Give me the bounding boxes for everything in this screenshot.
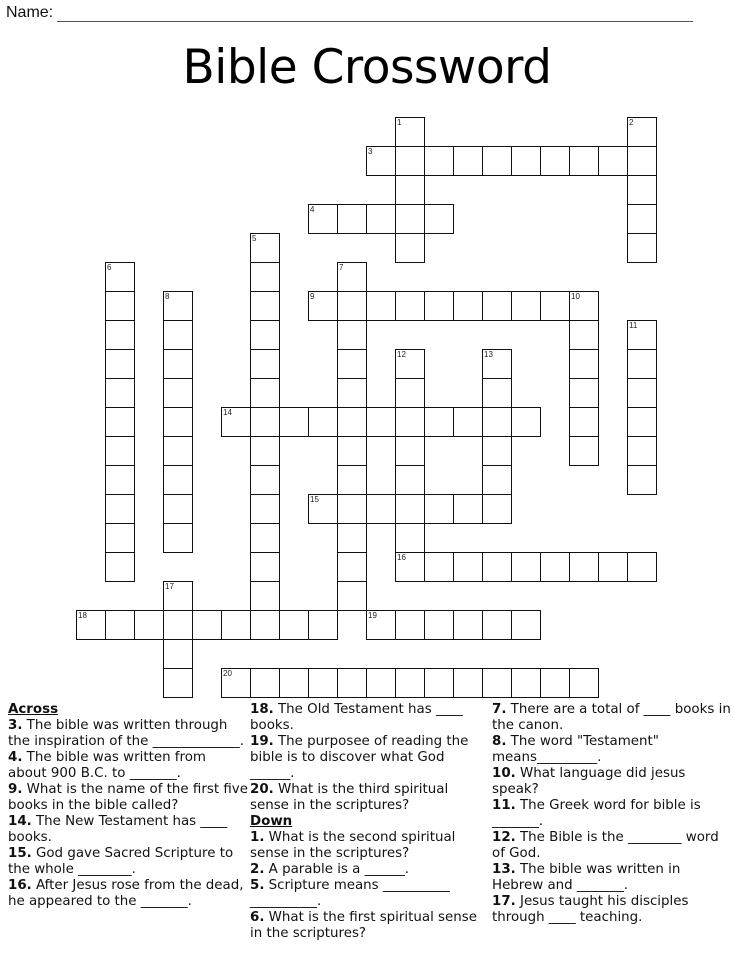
grid-cell[interactable]	[105, 291, 135, 321]
grid-cell[interactable]	[569, 407, 599, 437]
grid-cell[interactable]	[511, 146, 541, 176]
grid-cell[interactable]	[163, 436, 193, 466]
grid-cell[interactable]	[308, 668, 338, 698]
grid-cell[interactable]	[482, 291, 512, 321]
grid-cell[interactable]	[627, 407, 657, 437]
clue-down-11: 11. The Greek word for bible is _______.	[492, 798, 701, 829]
grid-cell[interactable]	[337, 436, 367, 466]
grid-cell[interactable]	[569, 436, 599, 466]
grid-cell[interactable]	[105, 610, 135, 640]
grid-cell[interactable]	[279, 407, 309, 437]
grid-cell[interactable]	[366, 146, 396, 176]
grid-cell[interactable]	[163, 610, 193, 640]
clue-down-5: 5. Scripture means __________ __________.	[250, 878, 450, 909]
grid-cell[interactable]	[221, 407, 251, 437]
grid-cell[interactable]	[105, 552, 135, 582]
grid-cell[interactable]	[482, 552, 512, 582]
grid-cell[interactable]	[627, 465, 657, 495]
clue-number: 5	[252, 234, 257, 243]
grid-cell[interactable]	[163, 378, 193, 408]
clue-across-9: 9. What is the name of the first five books in the bible called?	[8, 782, 248, 813]
grid-cell[interactable]	[308, 494, 338, 524]
clue-number: 17	[165, 582, 174, 591]
grid-cell[interactable]	[250, 436, 280, 466]
grid-cell[interactable]	[366, 407, 396, 437]
grid-cell[interactable]	[395, 233, 425, 263]
grid-cell[interactable]	[482, 146, 512, 176]
grid-cell[interactable]	[250, 581, 280, 611]
grid-cell[interactable]	[395, 175, 425, 205]
grid-cell[interactable]	[424, 552, 454, 582]
grid-cell[interactable]	[424, 494, 454, 524]
grid-cell[interactable]	[627, 175, 657, 205]
clue-across-16: 16. After Jesus rose from the dead, he appeared to the _______.	[8, 878, 244, 909]
grid-cell[interactable]	[221, 668, 251, 698]
grid-cell[interactable]	[337, 320, 367, 350]
clue-down-13: 13. The bible was written in Hebrew and _______.	[492, 862, 681, 893]
clue-across-18: 18. The Old Testament has ____ books.	[250, 702, 463, 733]
grid-cell[interactable]	[569, 320, 599, 350]
clue-down-6: 6. What is the first spiritual sense in the scriptures?	[250, 910, 477, 941]
grid-cell[interactable]	[482, 494, 512, 524]
grid-cell[interactable]	[511, 291, 541, 321]
clue-number: 14	[223, 408, 232, 417]
grid-cell[interactable]	[163, 639, 193, 669]
clues-column-3	[492, 702, 732, 926]
grid-cell[interactable]	[163, 581, 193, 611]
grid-cell[interactable]	[250, 349, 280, 379]
grid-cell[interactable]	[540, 291, 570, 321]
grid-cell[interactable]	[395, 349, 425, 379]
grid-cell[interactable]	[250, 291, 280, 321]
clue-number: 9	[310, 292, 315, 301]
grid-cell[interactable]	[540, 668, 570, 698]
clue-number: 1	[397, 118, 402, 127]
grid-cell[interactable]	[366, 494, 396, 524]
grid-cell[interactable]	[569, 146, 599, 176]
grid-cell[interactable]	[163, 523, 193, 553]
grid-cell[interactable]	[250, 552, 280, 582]
grid-cell[interactable]	[395, 146, 425, 176]
grid-cell[interactable]	[250, 233, 280, 263]
grid-cell[interactable]	[221, 610, 251, 640]
clues-column-2	[250, 702, 490, 942]
grid-cell[interactable]	[598, 552, 628, 582]
grid-cell[interactable]	[453, 610, 483, 640]
grid-cell[interactable]	[627, 552, 657, 582]
grid-cell[interactable]	[627, 204, 657, 234]
grid-cell[interactable]	[337, 552, 367, 582]
clue-number: 8	[165, 292, 170, 301]
grid-cell[interactable]	[366, 291, 396, 321]
grid-cell[interactable]	[308, 291, 338, 321]
grid-cell[interactable]	[395, 204, 425, 234]
grid-cell[interactable]	[105, 378, 135, 408]
grid-cell[interactable]	[424, 146, 454, 176]
grid-cell[interactable]	[627, 349, 657, 379]
grid-cell[interactable]	[569, 552, 599, 582]
grid-cell[interactable]	[482, 436, 512, 466]
grid-cell[interactable]	[163, 465, 193, 495]
grid-cell[interactable]	[366, 204, 396, 234]
clue-number: 2	[629, 118, 634, 127]
grid-cell[interactable]	[250, 320, 280, 350]
grid-cell[interactable]	[337, 407, 367, 437]
grid-cell[interactable]	[163, 320, 193, 350]
grid-cell[interactable]	[424, 610, 454, 640]
grid-cell[interactable]	[279, 610, 309, 640]
grid-cell[interactable]	[627, 233, 657, 263]
grid-cell[interactable]	[453, 407, 483, 437]
grid-cell[interactable]	[395, 552, 425, 582]
grid-cell[interactable]	[105, 349, 135, 379]
clue-number: 20	[223, 669, 232, 678]
grid-cell[interactable]	[482, 349, 512, 379]
grid-cell[interactable]	[105, 465, 135, 495]
grid-cell[interactable]	[163, 349, 193, 379]
grid-cell[interactable]	[337, 668, 367, 698]
clue-number: 16	[397, 553, 406, 562]
grid-cell[interactable]	[308, 407, 338, 437]
grid-cell[interactable]	[424, 407, 454, 437]
grid-cell[interactable]	[540, 146, 570, 176]
clue-down-10: 10. What language did jesus speak?	[492, 766, 686, 797]
grid-cell[interactable]	[424, 291, 454, 321]
clue-number: 19	[368, 611, 377, 620]
clue-number: 12	[397, 350, 406, 359]
grid-cell[interactable]	[482, 407, 512, 437]
grid-cell[interactable]	[250, 668, 280, 698]
grid-cell[interactable]	[76, 610, 106, 640]
grid-cell[interactable]	[482, 465, 512, 495]
grid-cell[interactable]	[279, 668, 309, 698]
clue-down-7: 7. There are a total of ____ books in the canon.	[492, 702, 731, 733]
grid-cell[interactable]	[627, 146, 657, 176]
grid-cell[interactable]	[337, 494, 367, 524]
grid-cell[interactable]	[250, 610, 280, 640]
grid-cell[interactable]	[105, 436, 135, 466]
grid-cell[interactable]	[250, 523, 280, 553]
grid-cell[interactable]	[395, 523, 425, 553]
clue-number: 18	[78, 611, 87, 620]
grid-cell[interactable]	[192, 610, 222, 640]
clue-number: 10	[571, 292, 580, 301]
clue-down-2: 2. A parable is a ______.	[250, 862, 410, 877]
grid-cell[interactable]	[569, 291, 599, 321]
clue-across-4: 4. The bible was written from about 900 B.C. to _______.	[8, 750, 206, 781]
grid-cell[interactable]	[105, 262, 135, 292]
grid-cell[interactable]	[308, 204, 338, 234]
grid-cell[interactable]	[105, 320, 135, 350]
page-title: Bible Crossword	[182, 40, 552, 95]
grid-cell[interactable]	[395, 610, 425, 640]
clue-down-1: 1. What is the second spiritual sense in the scriptures?	[250, 830, 456, 861]
clue-number: 7	[339, 263, 344, 272]
clue-down-8: 8. The word "Testament" means_________.	[492, 734, 659, 765]
grid-cell[interactable]	[482, 378, 512, 408]
clue-number: 11	[629, 321, 638, 330]
grid-cell[interactable]	[163, 494, 193, 524]
grid-cell[interactable]	[395, 378, 425, 408]
clue-number: 13	[484, 350, 493, 359]
grid-cell[interactable]	[337, 204, 367, 234]
grid-cell[interactable]	[337, 291, 367, 321]
grid-cell[interactable]	[337, 581, 367, 611]
grid-cell[interactable]	[598, 146, 628, 176]
grid-cell[interactable]	[627, 320, 657, 350]
name-label: Name:	[6, 4, 54, 21]
grid-cell[interactable]	[511, 668, 541, 698]
grid-cell[interactable]	[366, 668, 396, 698]
grid-cell[interactable]	[511, 407, 541, 437]
grid-cell[interactable]	[424, 204, 454, 234]
name-blank-line[interactable]	[57, 5, 693, 22]
clue-number: 3	[368, 147, 373, 156]
clue-across-15: 15. God gave Sacred Scripture to the whole ________.	[8, 846, 234, 877]
clue-number: 15	[310, 495, 319, 504]
grid-cell[interactable]	[395, 291, 425, 321]
grid-cell[interactable]	[337, 349, 367, 379]
grid-cell[interactable]	[163, 291, 193, 321]
grid-cell[interactable]	[453, 668, 483, 698]
grid-cell[interactable]	[569, 378, 599, 408]
grid-cell[interactable]	[627, 117, 657, 147]
grid-cell[interactable]	[511, 610, 541, 640]
grid-cell[interactable]	[395, 494, 425, 524]
grid-cell[interactable]	[569, 349, 599, 379]
clue-number: 6	[107, 263, 112, 272]
grid-cell[interactable]	[569, 668, 599, 698]
grid-cell[interactable]	[250, 262, 280, 292]
clue-down-12: 12. The Bible is the ________ word of God.	[492, 830, 719, 861]
grid-cell[interactable]	[308, 610, 338, 640]
grid-cell[interactable]	[511, 552, 541, 582]
grid-cell[interactable]	[627, 436, 657, 466]
grid-cell[interactable]	[105, 523, 135, 553]
grid-cell[interactable]	[366, 610, 396, 640]
grid-cell[interactable]	[453, 552, 483, 582]
grid-cell[interactable]	[250, 407, 280, 437]
name-field	[6, 4, 693, 22]
grid-cell[interactable]	[337, 378, 367, 408]
grid-cell[interactable]	[105, 494, 135, 524]
clue-number: 4	[310, 205, 315, 214]
grid-cell[interactable]	[453, 146, 483, 176]
grid-cell[interactable]	[482, 668, 512, 698]
across-heading: Across	[8, 702, 59, 717]
grid-cell[interactable]	[250, 494, 280, 524]
grid-cell[interactable]	[424, 668, 454, 698]
grid-cell[interactable]	[395, 436, 425, 466]
grid-cell[interactable]	[337, 523, 367, 553]
grid-cell[interactable]	[395, 668, 425, 698]
grid-cell[interactable]	[134, 610, 164, 640]
clue-down-17: 17. Jesus taught his disciples through ____ teaching.	[492, 894, 689, 925]
clue-across-20: 20. What is the third spiritual sense in the scriptures?	[250, 782, 449, 813]
clues-column-1	[8, 702, 248, 910]
grid-cell[interactable]	[163, 407, 193, 437]
grid-cell[interactable]	[482, 610, 512, 640]
grid-cell[interactable]	[395, 465, 425, 495]
clue-across-19: 19. The purposee of reading the bible is to discover what God ______.	[250, 734, 469, 781]
grid-cell[interactable]	[627, 378, 657, 408]
grid-cell[interactable]	[337, 465, 367, 495]
clue-across-3: 3. The bible was written through the inspiration of the _____________.	[8, 718, 244, 749]
grid-cell[interactable]	[453, 494, 483, 524]
grid-cell[interactable]	[453, 291, 483, 321]
grid-cell[interactable]	[163, 668, 193, 698]
down-heading: Down	[250, 814, 293, 829]
grid-cell[interactable]	[250, 465, 280, 495]
grid-cell[interactable]	[250, 378, 280, 408]
grid-cell[interactable]	[337, 262, 367, 292]
grid-cell[interactable]	[540, 552, 570, 582]
clue-across-14: 14. The New Testament has ____ books.	[8, 814, 228, 845]
grid-cell[interactable]	[105, 407, 135, 437]
grid-cell[interactable]	[395, 407, 425, 437]
grid-cell[interactable]	[395, 117, 425, 147]
